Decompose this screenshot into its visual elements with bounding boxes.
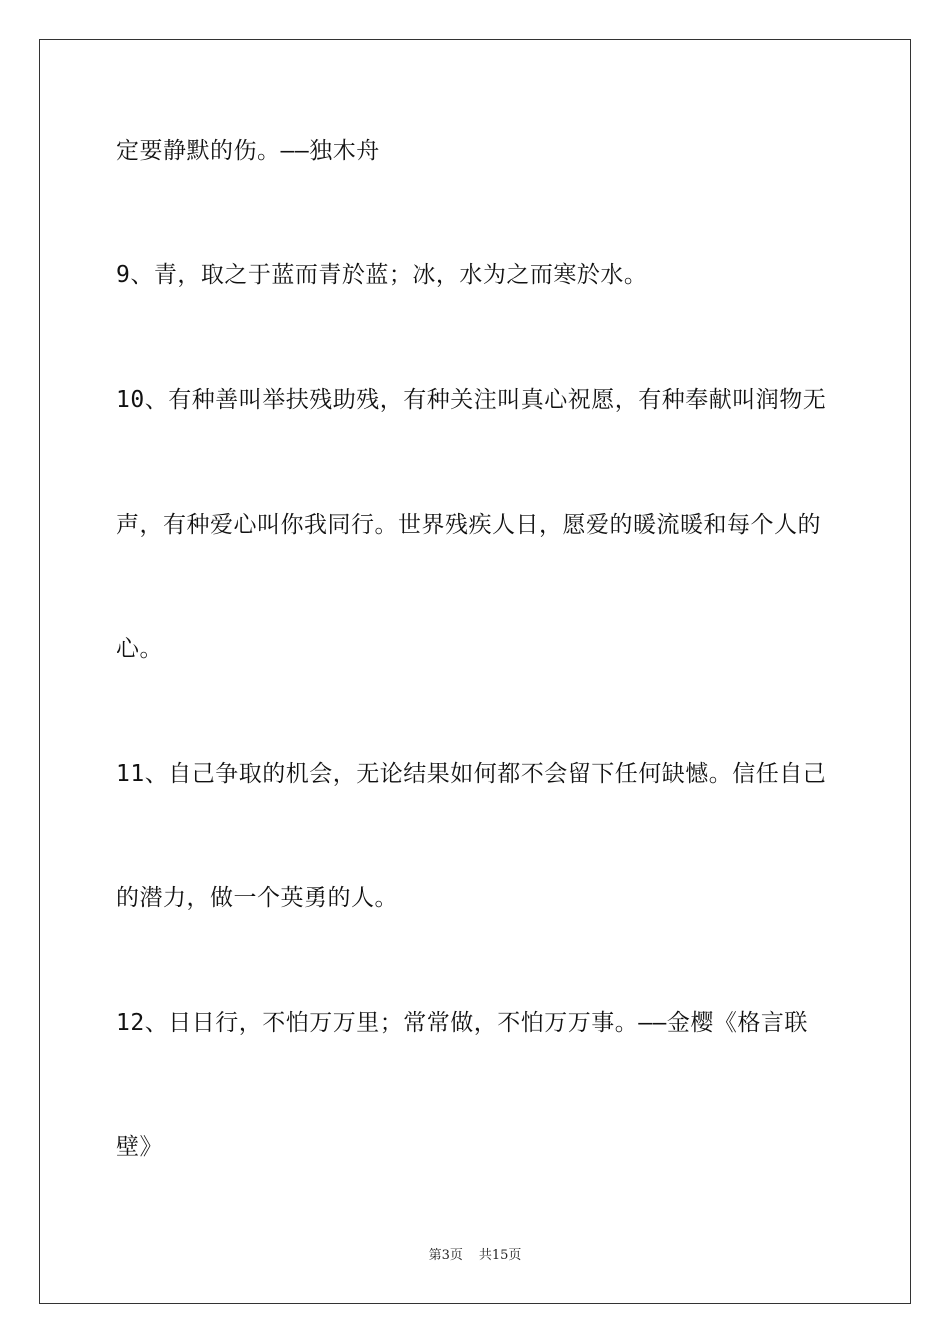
page-total: 共15页 — [478, 1248, 522, 1263]
text-line: 9、青，取之于蓝而青於蓝；冰，水为之而寒於水。 — [116, 262, 648, 288]
text-line: 心。 — [116, 636, 163, 662]
text-line: 12、日日行，不怕万万里；常常做，不怕万万事。——金樱《格言联 — [116, 1010, 808, 1036]
page-footer — [0, 1247, 950, 1265]
text-line: 声，有种爱心叫你我同行。世界残疾人日，愿爱的暖流暖和每个人的 — [116, 512, 821, 538]
page-frame — [39, 39, 911, 1304]
text-line: 的潜力，做一个英勇的人。 — [116, 885, 398, 911]
text-line: 11、自己争取的机会，无论结果如何都不会留下任何缺憾。信任自己 — [116, 761, 827, 787]
text-line: 10、有种善叫举扶残助残，有种关注叫真心祝愿，有种奉献叫润物无 — [116, 387, 827, 413]
text-line: 壁》 — [116, 1134, 163, 1160]
page-number: 第3页 — [428, 1248, 463, 1263]
text-line: 定要静默的伤。——独木舟 — [116, 138, 380, 164]
